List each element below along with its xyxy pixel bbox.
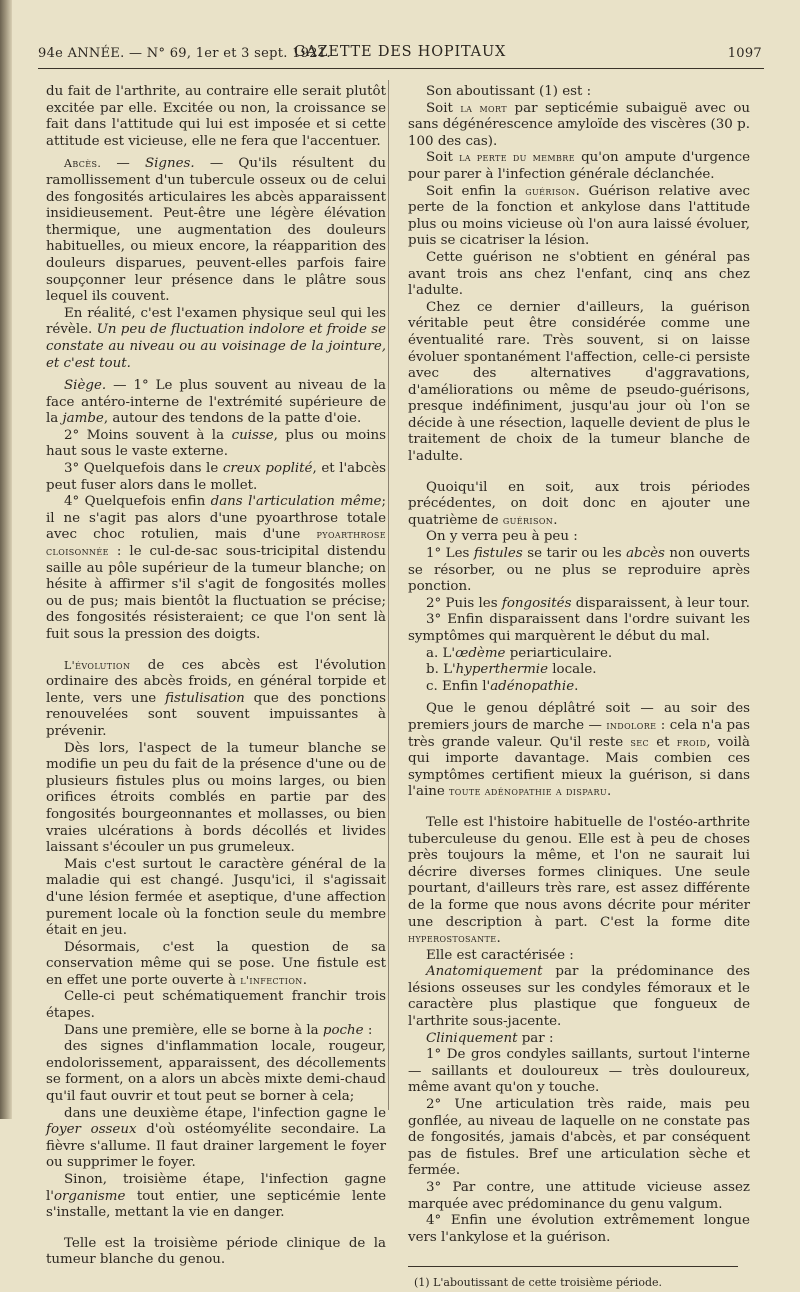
page-header — [38, 38, 762, 68]
paragraph-siege: Siège. — 1° Le plus souvent au niveau de la face antéro-interne de l'extrémité supérieure de la jambe, autour des tendons de la patte d'oie. — [46, 378, 386, 427]
paragraph: 4° Enfin une évolution extrêmement longue vers l'ankylose et la guérison. — [408, 1213, 750, 1245]
subsection-lead: Siège. — [64, 378, 107, 394]
section-lead: Abcès. — [64, 157, 102, 171]
paragraph: Mais c'est surtout le caractère général de la maladie qui est changé. Jusqu'ici, il s'agissait d'une lésion fermée et aseptique, d'une affection purement locale où la fonction seule du membre était en jeu. — [46, 856, 386, 939]
journal-title: GAZETTE DES HOPITAUX — [293, 44, 507, 60]
paragraph: Désormais, c'est la question de sa conservation même qui se pose. Une fistule est en effet une porte ouverte à l'infection. — [46, 939, 386, 988]
paragraph: On y verra peu à peu : — [426, 529, 578, 545]
paragraph: En réalité, c'est l'examen physique seul qui les révèle. Un peu de fluctuation indolore et froide se constate au niveau ou au voisinage de la jointure, et c'est tout. — [46, 305, 386, 371]
subsection-lead: Signes. — [144, 156, 195, 172]
paragraph: 2° Moins souvent à la cuisse, plus ou moins haut sous le vaste externe. — [46, 427, 386, 460]
paragraph: Sinon, troisième étape, l'infection gagne l'organisme tout entier, une septicémie lente s'installe, mettant la vie en danger. — [46, 1172, 386, 1221]
footnote: (1) L'aboutissant de cette troisième période. — [414, 1276, 662, 1290]
paragraph: Quoiqu'il en soit, aux trois périodes précédentes, on doit donc en ajouter une quatrième de guérison. — [408, 479, 750, 528]
paragraph: Anatomiquement par la prédominance des lésions osseuses sur les condyles fémoraux et le caractère plus plastique que fongueux de l'arthrite sous-jacente. — [408, 964, 750, 1030]
paragraph: 4° Quelquefois enfin dans l'articulation même; il ne s'agit pas alors d'une pyoarthrose totale avec choc rotulien, mais d'une pyoarthrose cloisonnée : le cul-de-sac sous-tricipital distendu saille au pôle supérieur de la tumeur blanche; on hésite à affirmer s'il s'agit de fongosités molles ou de pus; mais bientôt la fluctuation se précise; des fongosités résisteraient; ce que l'on sent là fuit sous la pression des doigts. — [46, 494, 386, 642]
list-item: b. L'hyperthermie locale. — [426, 662, 597, 678]
column-divider — [388, 80, 389, 1110]
paragraph: 1° De gros condyles saillants, surtout l'interne — saillants et douloureux — très douloureux, même avant qu'on y touche. — [408, 1047, 750, 1096]
paragraph: 2° Une articulation très raide, mais peu gonflée, au niveau de laquelle on ne constate pas de fongosités, jamais d'abcès, et par conséquent pas de fistules. Bref une articulation sèche et fermée. — [408, 1097, 750, 1179]
paragraph: Que le genou déplâtré soit — au soir des premiers jours de marche — indolore : cela n'a pas très grande valeur. Qu'il reste sec et froid, voilà qui importe davantage. Mais combien ces symptômes certifient mieux la guérison, si dans l'aine toute adénopathie a disparu. — [408, 701, 750, 800]
page-number: 1097 — [727, 46, 762, 61]
paragraph: Soit enfin la guérison. Guérison relative avec perte de la fonction et ankylose dans l'attitude plus ou moins vicieuse où l'on aura laissé évoluer, puis se cicatriser la lésion. — [408, 183, 750, 249]
header-rule — [38, 68, 764, 69]
paragraph: Cette guérison ne s'obtient en général pas avant trois ans chez l'enfant, cinq ans chez l'adulte. — [408, 249, 750, 299]
paragraph: Celle-ci peut schématiquement franchir trois étapes. — [46, 989, 386, 1022]
paragraph: du fait de l'arthrite, au contraire elle serait plutôt excitée par elle. Excitée ou non, la croissance se fait dans l'attitude qui lui est imposée et si cette attitude est vicieuse, elle ne fera que l'accentuer. — [46, 84, 386, 149]
paragraph: Elle est caractérisée : — [426, 947, 574, 963]
binding-edge — [0, 0, 12, 1119]
paragraph: 3° Enfin disparaissent dans l'ordre suivant les symptômes qui marquèrent le début du mal. — [408, 612, 750, 644]
paragraph-abces: Abcès. — Signes. — Qu'ils résultent du ramollissement d'un tubercule osseux ou de celui des fongosités articulaires les abcès apparaissent insidieusement. Peut-être une légère élévation thermique, une augmentation des douleurs habituelles, ou mieux encore, la réapparition des douleurs disparues, peuvent-elles parfois faire soupçonner leur présence dans le plâtre sous lequel ils couvent. — [46, 156, 386, 305]
footnote-rule — [408, 1266, 738, 1267]
paragraph: Soit la mort par septicémie subaiguë avec ou sans dégénérescence amyloïde des viscères (30 p. 100 des cas). — [408, 100, 751, 149]
paragraph: des signes d'inflammation locale, rougeur, endolorissement, apparaissent, des décollements se forment, on a alors un abcès mixte demi-chaud qu'il faut ouvrir et tout peut se borner à cela; — [46, 1039, 386, 1105]
left-column — [46, 84, 386, 1269]
list-item: c. Enfin l'adénopathie. — [426, 678, 579, 694]
paragraph: 3° Quelquefois dans le creux poplité, et l'abcès peut fuser alors dans le mollet. — [46, 461, 387, 493]
paragraph: Cliniquement par : — [426, 1030, 554, 1046]
list-item: a. L'œdème periarticulaire. — [426, 645, 613, 661]
paragraph: Telle est l'histoire habituelle de l'ostéo-arthrite tuberculeuse du genou. Elle est à peu de choses près toujours la même, et l'on ne saurait lui décrire diverses formes cliniques. Une seule pourtant, d'ailleurs très rare, est assez différente de la forme que nous avons décrite pour mériter une description à part. C'est la forme dite hyperostosante. — [408, 814, 750, 947]
issue-info: 94e ANNÉE. — N° 69, 1er et 3 sept. 1921. — [38, 46, 331, 61]
paragraph: 3° Par contre, une attitude vicieuse assez marquée avec prédominance du genu valgum. — [408, 1180, 750, 1212]
paragraph: Dans une première, elle se borne à la poche : — [64, 1022, 373, 1038]
paragraph: Chez ce dernier d'ailleurs, la guérison véritable peut être considérée comme une éventualité rare. Très souvent, si on laisse évoluer spontanément l'affection, celle-ci persiste avec des alternatives d'aggravations, d'améliorations ou même de pseudo-guérisons, presque indéfiniment, jusqu'au jour où l'on se décide à une résection, laquelle devient de plus le traitement de choix de la tumeur blanche de l'adulte. — [408, 299, 750, 465]
paragraph: Telle est la troisième période clinique de la tumeur blanche du genou. — [46, 1235, 386, 1268]
paragraph: dans une deuxième étape, l'infection gagne le foyer osseux d'où ostéomyélite secondaire. La fièvre s'allume. Il faut drainer largement le foyer ou supprimer le foyer. — [46, 1105, 386, 1171]
paragraph: Soit la perte du membre qu'on ampute d'urgence pour parer à l'infection générale déclanchée. — [408, 150, 750, 182]
paragraph-evolution: L'évolution de ces abcès est l'évolution ordinaire des abcès froids, en général torpide et lente, vers une fistulisation que des ponctions renouvelées sont souvent impuissantes à prévenir. — [46, 657, 386, 739]
right-column — [408, 84, 750, 1292]
paragraph: 2° Puis les fongosités disparaissent, à leur tour. — [426, 595, 750, 611]
paragraph: 1° Les fistules se tarir ou les abcès non ouverts se résorber, ou ne plus se reproduire après ponction. — [408, 546, 751, 595]
paragraph: Son aboutissant (1) est : — [426, 84, 592, 99]
paragraph: Dès lors, l'aspect de la tumeur blanche se modifie un peu du fait de la présence d'une ou de plusieurs fistules plus ou moins larges, ou bien orifices étroits comblés en partie par des fongosités bourgeonnantes et mollasses, ou bien vraies ulcérations à bords décollés et livides laissant s'écouler un pus grumeleux. — [46, 740, 386, 856]
